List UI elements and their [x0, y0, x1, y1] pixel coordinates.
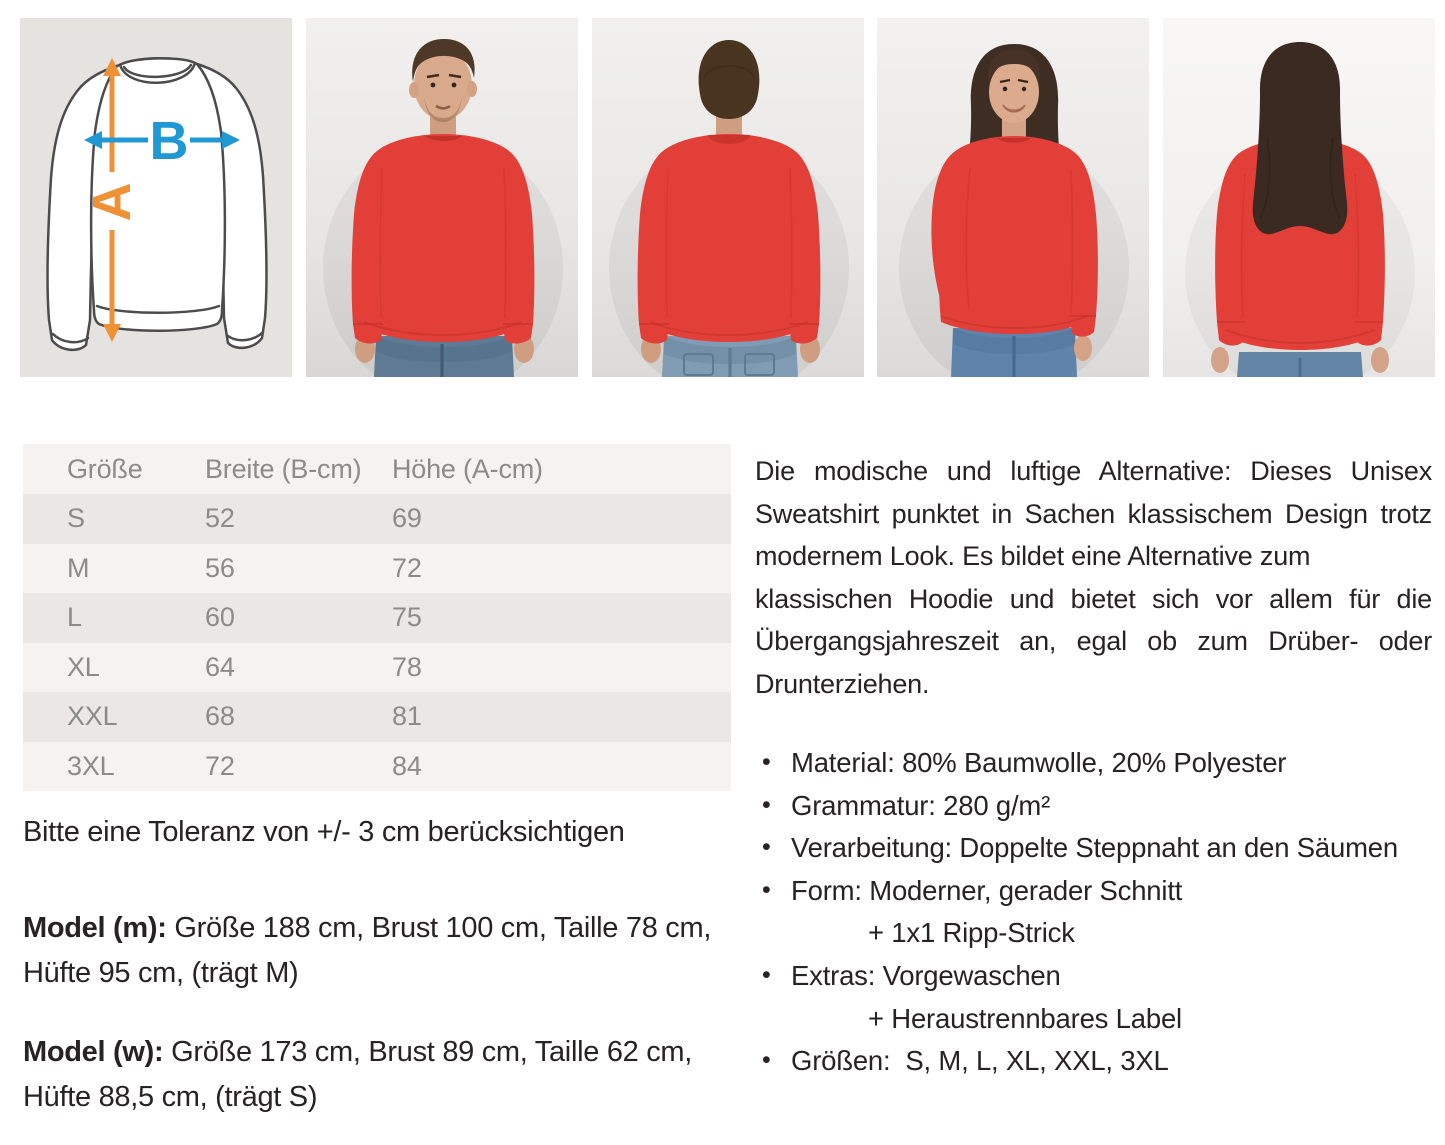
bullet-icon: •	[762, 833, 771, 862]
list-item-text: Verarbeitung: Doppelte Steppnaht an den Säumen	[791, 832, 1398, 864]
list-item	[755, 870, 1440, 913]
cell-size: L	[67, 602, 82, 633]
column-header-groesse: Größe	[67, 453, 143, 484]
product-description	[755, 450, 1432, 705]
list-item	[755, 955, 1440, 998]
table-row	[23, 544, 731, 594]
cell-size: XL	[67, 651, 100, 682]
woman-front-illustration	[877, 18, 1149, 377]
bullet-icon: •	[762, 960, 771, 989]
model-w-info	[23, 1030, 729, 1120]
photo-man-back	[592, 18, 864, 377]
model-m-label: Model (m):	[23, 912, 167, 944]
table-row	[23, 742, 731, 792]
sweatshirt-outline	[48, 58, 267, 350]
description-paragraph: klassischen Hoodie und bietet sich vor allem für die Übergangsjahreszeit an, egal ob zum Drüber- oder Drunterziehen.	[755, 583, 1432, 699]
bullet-icon: •	[762, 748, 771, 776]
list-item-text: Grammatur: 280 g/m²	[791, 789, 1051, 821]
cell-size: S	[67, 503, 85, 534]
man-back-illustration	[592, 18, 864, 377]
size-diagram-image	[20, 18, 292, 377]
cell-breite: 56	[205, 552, 235, 583]
table-header-row	[23, 444, 731, 494]
cell-breite: 68	[205, 701, 235, 732]
table-row	[23, 643, 731, 693]
model-w-label: Model (w):	[23, 1036, 164, 1068]
bullet-icon: •	[762, 1046, 771, 1075]
list-item-continuation	[755, 998, 1440, 1041]
bullet-icon: •	[762, 790, 771, 819]
list-item-text: + 1x1 Ripp-Strick	[868, 917, 1075, 949]
size-diagram-svg	[20, 18, 292, 377]
list-item	[755, 1040, 1440, 1083]
list-item-text: Extras: Vorgewaschen	[791, 959, 1061, 991]
cell-hoehe: 78	[392, 651, 422, 682]
cell-hoehe: 69	[392, 503, 422, 534]
column-header-hoehe: Höhe (A-cm)	[392, 453, 543, 484]
list-item	[755, 827, 1440, 870]
model-w-measurements: Größe 173 cm, Brust 89 cm, Taille 62 cm, Hüfte 88,5 cm, (trägt S)	[23, 1036, 693, 1113]
size-chart-table	[23, 444, 731, 791]
product-details-list	[755, 742, 1440, 1083]
cell-size: M	[67, 552, 90, 583]
cell-size: XXL	[67, 701, 118, 732]
woman-back-illustration	[1163, 18, 1435, 377]
cell-hoehe: 75	[392, 602, 422, 633]
tolerance-note: Bitte eine Toleranz von +/- 3 cm berücksichtigen	[23, 816, 625, 848]
list-item-text: Größen: S, M, L, XL, XXL, 3XL	[791, 1045, 1169, 1077]
cell-breite: 52	[205, 503, 235, 534]
list-item	[755, 742, 1440, 785]
list-item-text: Material: 80% Baumwolle, 20% Polyester	[791, 747, 1287, 778]
list-item-text: + Heraustrennbares Label	[868, 1002, 1182, 1034]
table-row	[23, 494, 731, 544]
cell-breite: 60	[205, 602, 235, 633]
table-row	[23, 692, 731, 742]
photo-man-front	[306, 18, 578, 377]
model-m-info	[23, 906, 729, 996]
bullet-icon: •	[762, 875, 771, 904]
cell-hoehe: 84	[392, 750, 422, 781]
height-label: A	[82, 182, 142, 222]
table-row	[23, 593, 731, 643]
cell-breite: 72	[205, 750, 235, 781]
cell-breite: 64	[205, 651, 235, 682]
cell-size: 3XL	[67, 750, 115, 781]
column-header-breite: Breite (B-cm)	[205, 453, 362, 484]
list-item-continuation	[755, 912, 1440, 955]
list-item-text: Form: Moderner, gerader Schnitt	[791, 874, 1183, 906]
photo-woman-front	[877, 18, 1149, 377]
width-label: B	[149, 111, 189, 171]
model-m-measurements: Größe 188 cm, Brust 100 cm, Taille 78 cm, Hüfte 95 cm, (trägt M)	[23, 912, 712, 989]
cell-hoehe: 72	[392, 552, 422, 583]
man-front-illustration	[306, 18, 578, 377]
description-paragraph: Die modische und luftige Alternative: Dieses Unisex Sweatshirt punktet in Sachen klassischem Design trotz modernem Look. Es bildet eine Alternative zum	[755, 456, 1432, 571]
cell-hoehe: 81	[392, 701, 422, 732]
list-item	[755, 785, 1440, 828]
photo-woman-back	[1163, 18, 1435, 377]
